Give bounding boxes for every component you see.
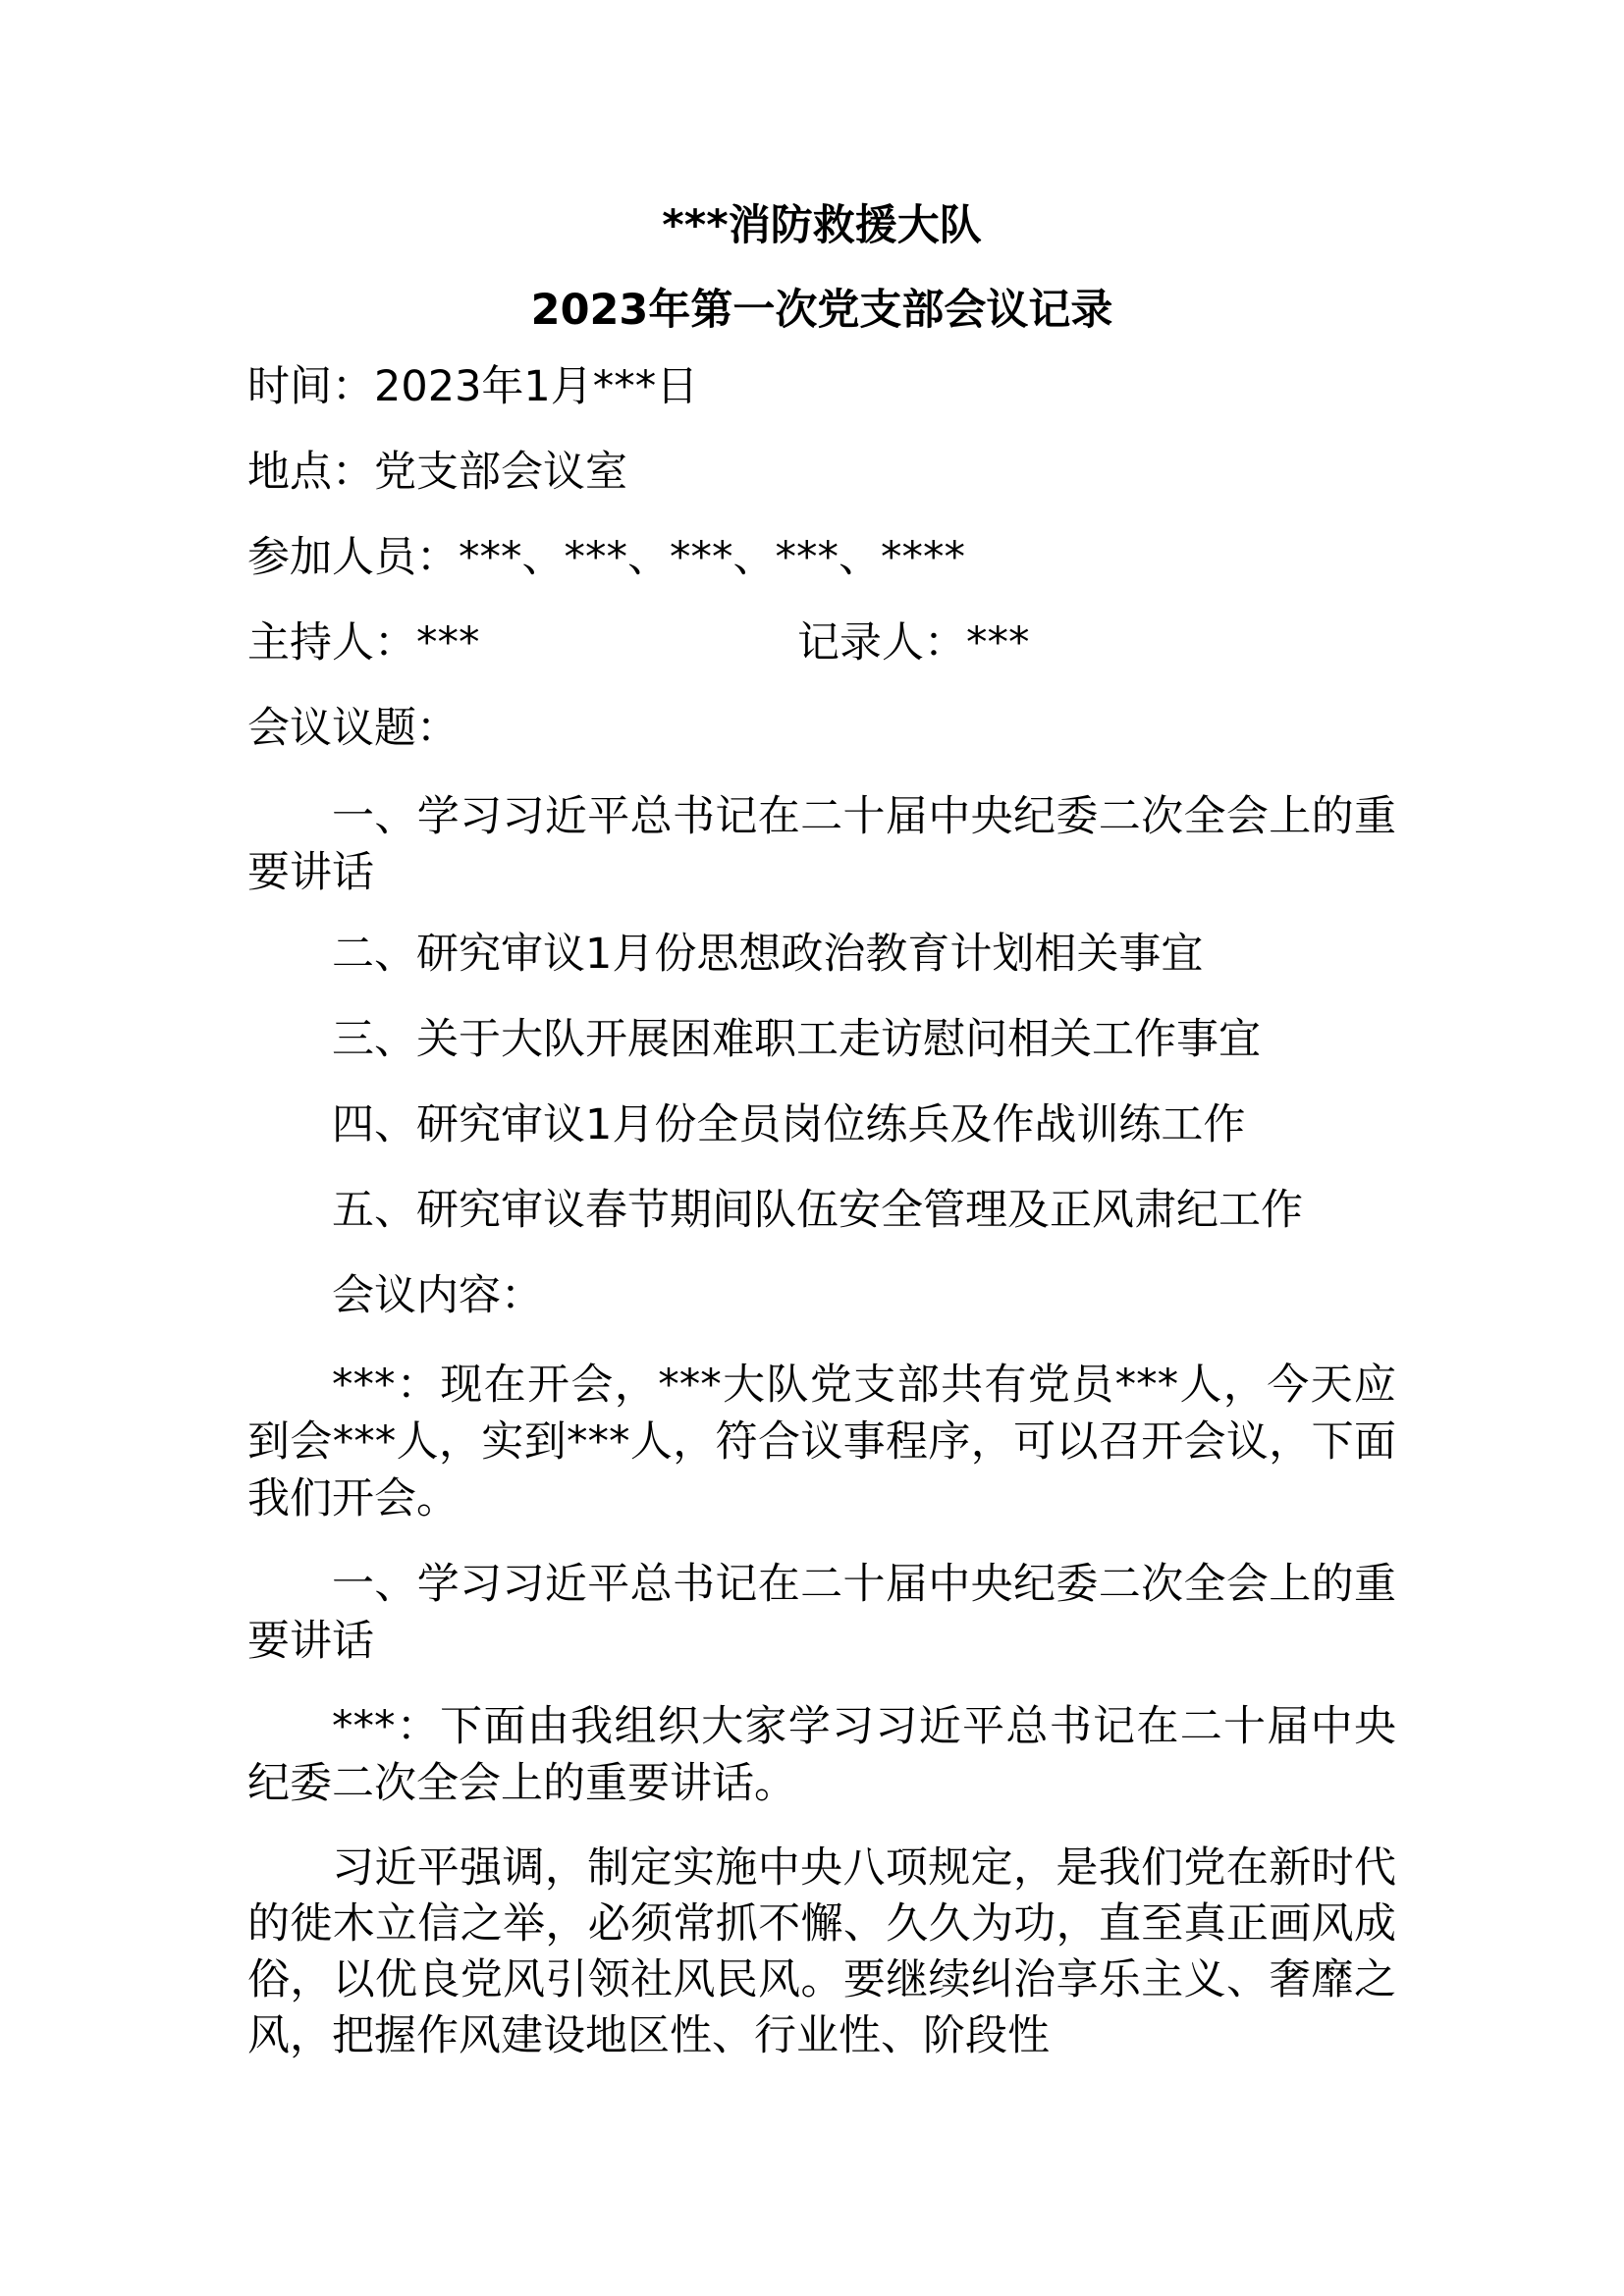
meeting-location: 地点：党支部会议室	[247, 448, 627, 497]
document-title-meeting: 2023年第一次党支部会议记录	[530, 286, 1113, 335]
document-title-unit: ***消防救援大队	[662, 201, 982, 250]
content-paragraph-speech: 习近平强调，制定实施中央八项规定，是我们党在新时代的徙木立信之举，必须常抓不懈、久久为功，直至真正画风成俗，以优良党风引领社风民风。要继续纠治享乐主义、奢靡之风，把握作风建设地区性、行业性、阶段性	[247, 1843, 1396, 2060]
content-heading: 会议内容：	[332, 1271, 543, 1320]
topic-item-2: 二、研究审议1月份思想政治教育计划相关事宜	[332, 930, 1204, 979]
topic-item-4: 四、研究审议1月份全员岗位练兵及作战训练工作	[332, 1100, 1246, 1149]
topic-item-1: 一、学习习近平总书记在二十届中央纪委二次全会上的重要讲话	[247, 792, 1396, 897]
topic-item-3: 三、关于大队开展困难职工走访慰问相关工作事宜	[332, 1015, 1261, 1064]
document-page	[247, 201, 1396, 2093]
content-paragraph-section-title: 一、学习习近平总书记在二十届中央纪委二次全会上的重要讲话	[247, 1560, 1396, 1666]
meeting-time: 时间：2023年1月***日	[247, 362, 699, 411]
content-paragraph-opening: ***：现在开会，***大队党支部共有党员***人，今天应到会***人，实到***人，符合议事程序，可以召开会议，下面我们开会。	[247, 1361, 1396, 1523]
content-paragraph-study-intro: ***：下面由我组织大家学习习近平总书记在二十届中央纪委二次全会上的重要讲话。	[247, 1702, 1396, 1808]
host-recorder-row	[247, 618, 1396, 667]
topic-item-5: 五、研究审议春节期间队伍安全管理及正风肃纪工作	[332, 1186, 1303, 1235]
meeting-attendees: 参加人员：***、***、***、***、****	[247, 533, 965, 582]
topics-heading: 会议议题：	[247, 704, 459, 753]
meeting-recorder: 记录人：***	[797, 618, 1030, 667]
meeting-host: 主持人：***	[247, 618, 480, 667]
